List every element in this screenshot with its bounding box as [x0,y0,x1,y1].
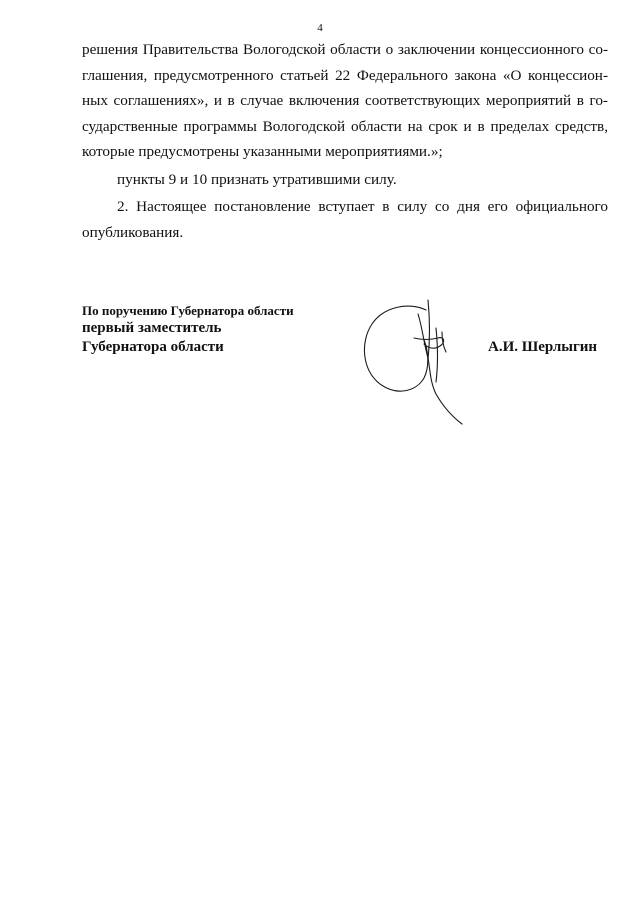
signatory-position-org: Губернатора области [82,339,224,355]
page-number: 4 [317,22,323,34]
document-body [82,37,608,245]
paragraph-line: которые предусмотрены указанными мероприятиями.»; [82,143,443,160]
paragraph-effective-date: 2. Настоящее постановление вступает в силу со дня его официального [117,198,608,215]
signatory-position: первый заместитель [82,320,222,336]
paragraph-line: опубликования. [82,223,184,241]
paragraph-repeal-clause: пункты 9 и 10 признать утратившими силу. [117,170,397,188]
handwritten-signature [358,296,483,426]
signatory-mandate: По поручению Губернатора области [82,303,294,318]
paragraph-line: сударственные программы Вологодской области на срок и в пределах средств, [82,117,608,135]
signatory-name: А.И. Шерлыгин [488,339,598,355]
paragraph-line: глашения, предусмотренного статьей 22 Федерального закона «О концессион- [82,66,608,84]
paragraph-line: решения Правительства Вологодской области о заключении концессионного со- [82,41,608,58]
signatory-title-block [82,302,294,357]
paragraph-line: ных соглашениях», и в случае включения соответствующих мероприятий в го- [82,92,608,109]
